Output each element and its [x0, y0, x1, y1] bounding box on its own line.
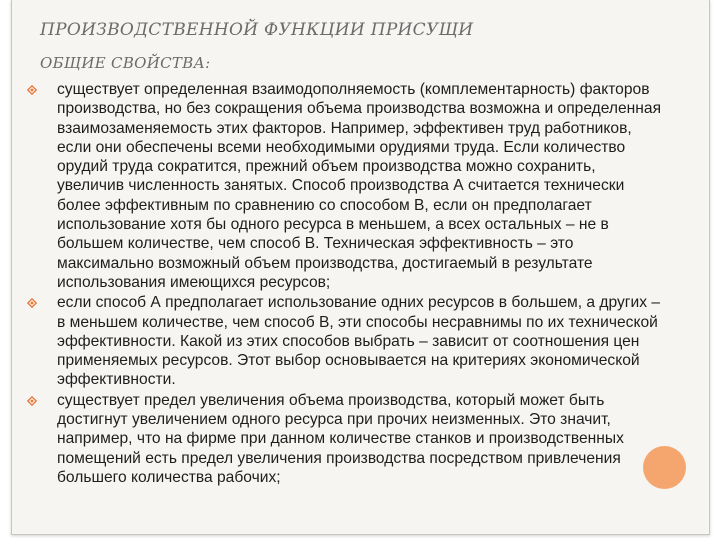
- bullet-item: [26, 293, 666, 389]
- bullet-item: [26, 391, 666, 487]
- decorative-orange-circle: [643, 446, 686, 489]
- bullet-diamond-icon: [27, 85, 37, 95]
- bullet-item: [26, 80, 666, 292]
- slide-title: [40, 14, 680, 80]
- bullet-diamond-icon: [27, 396, 37, 406]
- bullet-diamond-icon: [27, 298, 37, 308]
- bullet-text: если способ А предполагает использование одних ресурсов в большем, а других – в меньшем количестве, чем способ В, эти способы несравнимы по их технической эффективности. Какой из этих способов выбрать – зависит от соотношения цен применяемых ресурсов. Этот выбор основывается на критериях экономической эффективности.: [57, 294, 661, 389]
- slide-title-line-1: ПРОИЗВОДСТВЕННОЙ ФУНКЦИИ ПРИСУЩИ: [40, 20, 474, 40]
- slide-title-line-2: ОБЩИЕ СВОЙСТВА:: [40, 54, 211, 72]
- bullet-text: существует определенная взаимодополняемость (комплементарность) факторов производства, но без сокращения объема производства возможна и определенная взаимозаменяемость этих факторов. Например, эффективен труд работников, если они обеспечены всеми необходимыми орудиями труда. Если количество орудий труда сократится, прежний объем производства можно сохранить, увеличив численность занятых. Способ производства А считается технически более эффективным по сравнению со способом В, если он предполагает использование хотя бы одного ресурса в меньшем, а всех остальных – не в большем количестве, чем способ В. Техническая эффективность – это максимально возможный объем производства, достигаемый в результате использования имеющихся ресурсов;: [57, 81, 662, 291]
- bullet-list: [26, 80, 666, 488]
- bullet-text: существует предел увеличения объема производства, который может быть достигнут увеличением одного ресурса при прочих неизменных. Это значит, например, что на фирме при данном количестве станков и производственных помещений есть предел увеличения производства посредством привлечения большего количества рабочих;: [57, 391, 624, 486]
